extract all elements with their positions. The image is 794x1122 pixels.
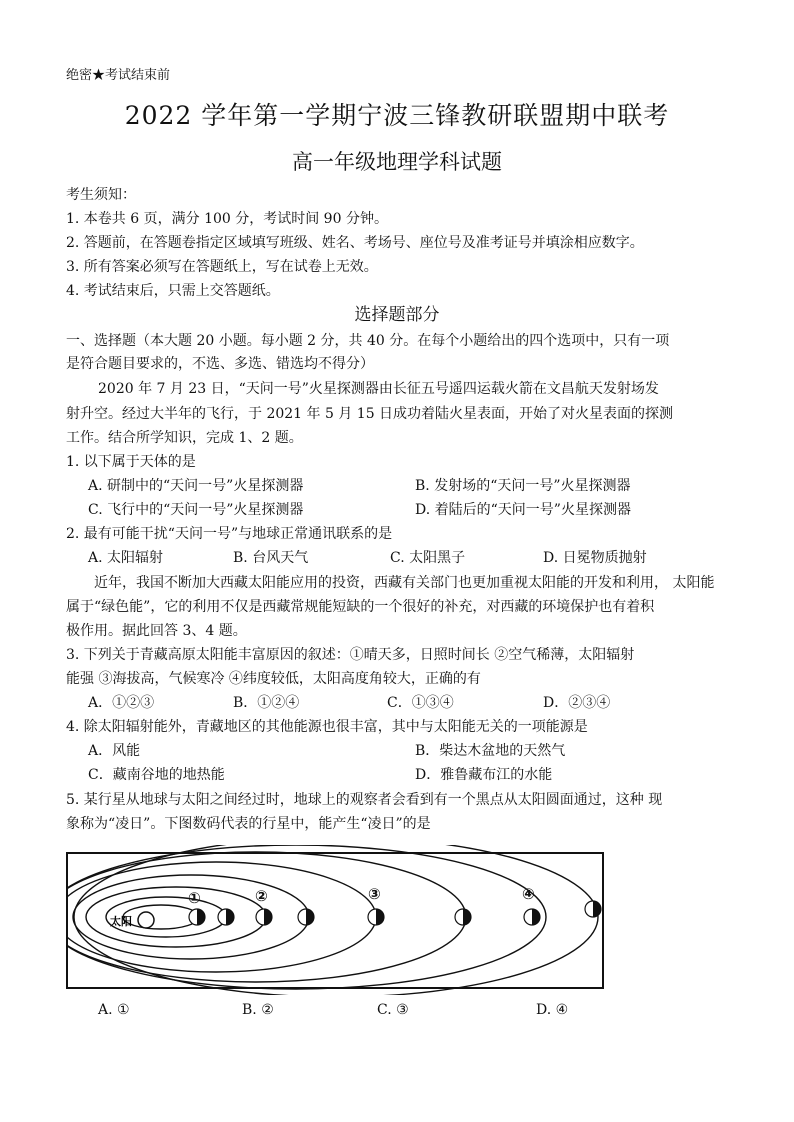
q3-option-d: D．②③④ xyxy=(543,695,611,711)
q3-option-c: C．①③④ xyxy=(387,695,454,711)
q5-option-c: C. ③ xyxy=(377,1002,409,1018)
q1-option-a: A. 研制中的“天问一号”火星探测器 xyxy=(88,478,304,494)
passage-line: 近年，我国不断加大西藏太阳能应用的投资，西藏有关部门也更加重视太阳能的开发和利用， 太阳能 xyxy=(94,575,715,591)
question-1-stem: 1. 以下属于天体的是 xyxy=(66,454,196,470)
question-3-stem: 3. 下列关于青藏高原太阳能丰富原因的叙述：①晴天多，日照时间长 ②空气稀薄，太阳辐射 xyxy=(66,647,635,663)
section-intro: 是符合题目要求的，不选、多选、错选均不得分） xyxy=(66,356,374,372)
q4-option-c: C．藏南谷地的地热能 xyxy=(88,767,225,783)
q5-option-b: B. ② xyxy=(242,1002,274,1018)
marker-2: ② xyxy=(255,887,268,905)
orbit-diagram xyxy=(66,845,611,995)
question-5-stem: 象称为“凌日”。下图数码代表的行星中，能产生“凌日”的是 xyxy=(66,816,431,832)
planet-4 xyxy=(298,909,314,925)
passage-line: 2020 年 7 月 23 日，“天问一号”火星探测器由长征五号遥四运载火箭在文昌航天发射场发 xyxy=(98,381,659,397)
marker-4: ④ xyxy=(522,885,535,903)
passage-line: 属于“绿色能”，它的利用不仅是西藏常规能短缺的一个很好的补充，对西藏的环境保护也有着积 xyxy=(66,599,655,615)
sun-label: 太阳 xyxy=(110,915,132,928)
passage-line: 极作用。据此回答 3、4 题。 xyxy=(66,623,247,639)
planet-5 xyxy=(368,909,384,925)
planet-3 xyxy=(256,909,272,925)
q5-option-a: A. ① xyxy=(98,1002,130,1018)
planet-1 xyxy=(189,909,205,925)
sun-icon xyxy=(138,912,154,928)
q4-option-a: A．风能 xyxy=(88,743,141,759)
q2-option-a: A. 太阳辐射 xyxy=(88,550,164,566)
q2-option-d: D. 日冕物质抛射 xyxy=(543,550,647,566)
exam-title: 2022 学年第一学期宁波三锋教研联盟期中联考 xyxy=(124,101,670,130)
q1-option-d: D. 着陆后的“天问一号”火星探测器 xyxy=(415,502,631,518)
planet-2 xyxy=(218,909,234,925)
passage-line: 射升空。经过大半年的飞行，于 2021 年 5 月 15 日成功着陆火星表面，开始了对火星表面的探测 xyxy=(66,406,674,422)
question-4-stem: 4. 除太阳辐射能外，青藏地区的其他能源也很丰富，其中与太阳能无关的一项能源是 xyxy=(66,719,588,735)
q2-option-b: B. 台风天气 xyxy=(233,550,309,566)
planet-6 xyxy=(455,909,471,925)
q1-option-b: B. 发射场的“天问一号”火星探测器 xyxy=(415,478,631,494)
notice-item: 3. 所有答案必须写在答题纸上，写在试卷上无效。 xyxy=(66,259,378,275)
question-2-stem: 2. 最有可能干扰“天问一号”与地球正常通讯联系的是 xyxy=(66,526,393,542)
q2-option-c: C. 太阳黑子 xyxy=(390,550,466,566)
q3-option-b: B．①②④ xyxy=(233,695,300,711)
passage-line: 工作。结合所学知识，完成 1、2 题。 xyxy=(66,430,303,446)
question-5-stem: 5. 某行星从地球与太阳之间经过时，地球上的观察者会看到有一个黑点从太阳圆面通过，这种 现 xyxy=(66,792,663,808)
section-title: 选择题部分 xyxy=(354,305,440,325)
section-intro: 一、选择题（本大题 20 小题。每小题 2 分，共 40 分。在每个小题给出的四个选项中，只有一项 xyxy=(66,333,670,349)
notice-heading: 考生须知： xyxy=(66,187,136,203)
notice-item: 4. 考试结束后，只需上交答题纸。 xyxy=(66,283,280,299)
notice-item: 2. 答题前，在答题卷指定区域填写班级、姓名、考场号、座位号及准考证号并填涂相应数字。 xyxy=(66,235,644,251)
exam-subtitle: 高一年级地理学科试题 xyxy=(292,150,502,174)
q1-option-c: C. 飞行中的“天问一号”火星探测器 xyxy=(88,502,304,518)
q3-option-a: A．①②③ xyxy=(88,695,155,711)
confidential-label: 绝密★考试结束前 xyxy=(66,68,171,83)
notice-item: 1. 本卷共 6 页，满分 100 分，考试时间 90 分钟。 xyxy=(66,211,388,227)
marker-3: ③ xyxy=(368,885,381,903)
question-3-stem: 能强 ③海拔高，气候寒冷 ④纬度较低，太阳高度角较大，正确的有 xyxy=(66,671,481,687)
q5-option-d: D. ④ xyxy=(536,1002,569,1018)
q4-option-d: D．雅鲁藏布江的水能 xyxy=(415,767,553,783)
marker-1: ① xyxy=(188,889,201,907)
planet-7 xyxy=(524,909,540,925)
planet-8 xyxy=(585,901,601,917)
q4-option-b: B．柴达木盆地的天然气 xyxy=(415,743,566,759)
